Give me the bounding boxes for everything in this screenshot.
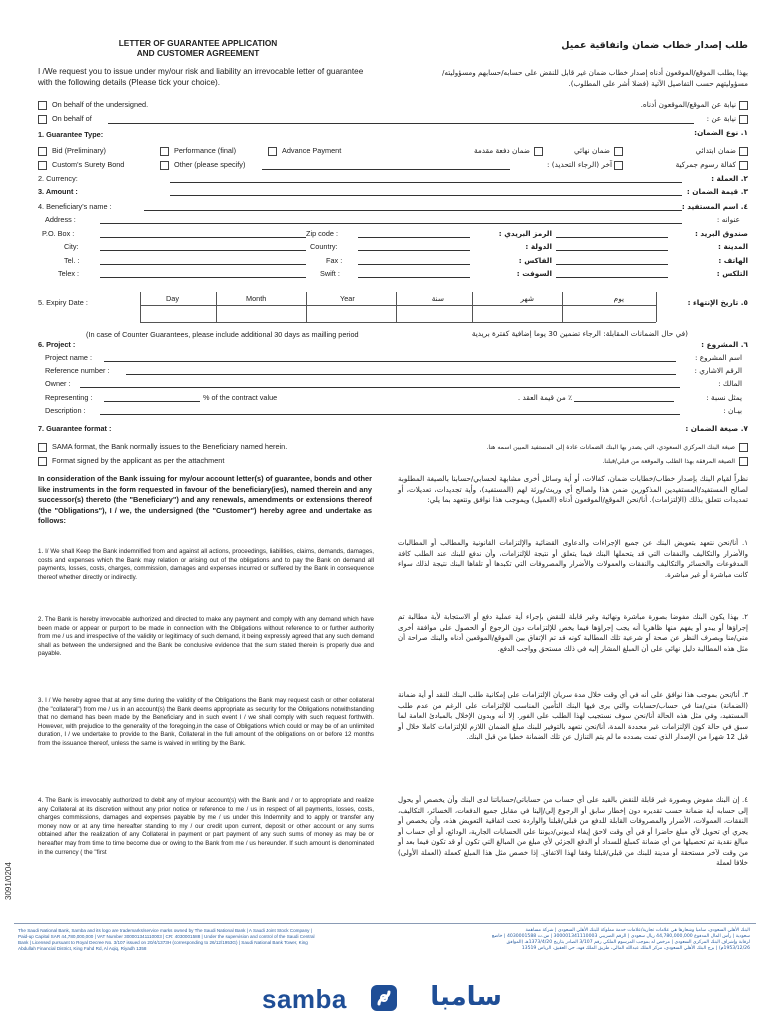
other-label-ar: آخر (الرجاء التحديد) : (547, 160, 612, 169)
address-field[interactable] (100, 223, 682, 224)
samba-emblem-icon (370, 984, 398, 1012)
description-field[interactable] (100, 414, 680, 415)
currency-label-ar: ٢. العملة : (711, 174, 748, 183)
currency-field[interactable] (170, 182, 682, 183)
sama-format-en: SAMA format, the Bank normally issues to the Beneficiary named herein. (52, 442, 288, 451)
final-checkbox-ar[interactable] (614, 147, 623, 156)
zip-label-en: Zip code : (306, 229, 339, 238)
other-specify-field[interactable] (262, 169, 510, 170)
footer-legal-en-3: Bank | Licensed pursuant to Royal Decree No. 3/107 issued on 20/4/1373H (corresponding to 26/12/1953G) | Saudi National Bank Tower, King (18, 940, 308, 945)
agreement-intro-en: In consideration of the Bank issuing for my/our account letter(s) of guarantee, bonds and other like instruments in the form requested in favour of the beneficiary(ies), named therein and any successor(s) thereto (the "Beneficiary") and any renewals, amendments or extensions thereof (the "Obligations"), I / we, the undersigned (the "Customer") hereby agree and undertake as follows: (38, 474, 372, 526)
zip-label-ar: الرمز البريدي : (498, 229, 552, 238)
project-name-label-ar: اسم المشروع : (695, 353, 742, 362)
country-field[interactable] (358, 250, 470, 251)
behalf-undersigned-ar: نيابة عن الموقع/الموقعون أدناه. (640, 100, 736, 109)
intro-en: I /We request you to issue under my/our risk and liability an irrevocable letter of guarantee with the following details (Please tick your choice). (38, 67, 364, 87)
signed-format-checkbox[interactable] (38, 457, 47, 466)
other-checkbox-ar[interactable] (614, 161, 623, 170)
fax-label-en: Fax : (326, 256, 343, 265)
title-en-line-2: AND CUSTOMER AGREEMENT (136, 48, 260, 58)
beneficiary-label-en: 4. Beneficiary's name : (38, 202, 112, 211)
sama-format-ar: صيغة البنك المركزي السعودي، التي يصدر بها البنك الضمانات عادة إلى المستفيد المبين اسمه هنا. (486, 444, 735, 451)
footer-legal-ar-1: البنك الأهلي السعودي، سامبا وشعارها هي علامات تجارية/علامات خدمة مملوكة للبنك الأهلي السعودي | شركة مساهمة (525, 928, 750, 933)
zip-field[interactable] (358, 237, 470, 238)
behalf-of-en: On behalf of (52, 114, 92, 123)
behalf-of-field[interactable] (108, 123, 694, 124)
performance-label-en: Performance (final) (174, 146, 237, 155)
expiry-month-label-ar: شهر (520, 294, 534, 303)
guarantee-type-label-ar: ١. نوع الضمان: (694, 128, 748, 137)
tel-label-en: Tel. : (64, 256, 80, 265)
representing-field[interactable] (104, 401, 200, 402)
agreement-para-1-en: 1. I/ We shall Keep the Bank indemnified from and against all actions, proceedings, liabilities, claims, demands, damages, costs and expenses which the Bank may relation or arising out of the obligations and to pay the Bank on demand all payments, losses, costs, charges, commission, damages and expenses incurred or suffered by the Bank in consequence thereof whether directly or indirectly. (38, 548, 374, 581)
expiry-month-label: Month (246, 294, 267, 303)
project-name-label-en: Project name : (45, 353, 93, 362)
address-label-ar: عنوانه : (716, 215, 740, 224)
fax-field[interactable] (358, 264, 470, 265)
project-name-field[interactable] (104, 361, 676, 362)
representing-pct-ar: ٪ من قيمة العقد . (517, 393, 572, 402)
other-checkbox[interactable] (160, 161, 169, 170)
footer-legal-ar-3: لرقابة وإشراف البنك المركزي السعودي | مرخص له بموجب المرسوم الملكي رقم 3/107 الصادر بتاريخ 1373/4/20هـ (الموافق (506, 940, 750, 945)
footer-legal-en-1: The Saudi National Bank, Samba and its logo are trademarks/service marks owned by The Saudi National Bank | A Saudi Joint Stock Company | (18, 928, 312, 933)
project-label-ar: ٦. المشروع : (701, 340, 748, 349)
expiry-note-ar: (في حال الضمانات المقابلة: الرجاء تضمين 30 يوما إضافية كفترة بريدية (471, 329, 688, 338)
city-label-en: City: (64, 242, 79, 251)
address-label-en: Address : (45, 215, 76, 224)
footer-legal-en-4: Abdullah Financial District, King Fahd Rd, Al Aqiq, Riyadh 1358 (18, 946, 147, 951)
samba-logo-ar: سامبا (430, 982, 502, 1012)
description-label-en: Description : (45, 406, 86, 415)
performance-checkbox[interactable] (160, 147, 169, 156)
agreement-para-3-en: 3. I / We hereby agree that at any time during the validity of the Obligations the Bank may request cash or other collateral (the "collateral") from me / us in an account(s) the Bank deems appropriate as security for the Obligations notwithstanding that no demand has been made by the Beneficiary and in such event I / we shall comply with such request forthwith. However, with prejudice to the generality of the foregoing,in the case of Obligations which could or may be of an unlimited duration, I / we undertake to provide to the Bank, Collateral in the full amount of the obligations on or before 12 months from the issuance thereof, unless the same is waived in writing by the Bank. (38, 697, 374, 747)
representing-label-ar: يمثل نسبة : (706, 393, 742, 402)
agreement-para-3-ar: ٣. أنا/نحن بموجب هذا نوافق على أنه في أي وقت خلال مدة سريان الإلتزامات على إمكانية طلب البنك للنقد أو أية ضمانة (الضمانة) مني/منا في حساب/حسابات والتي يرى فيها البنك التأمين المناسب للإلتزامات على الرغم من عدم طلب المستفيد، وفي مثل هذه الحالة أنا/نحن سوف نستجيب لهذا الطلب على الفور. إلا أنه وبدون الإخلال بالمبادئ العامة لما سبق في حالة كون الإلتزامات غير محددة المدة، أنا/نحن نتعهد بالتوفير للبنك مبلغ الضمان اللازم للإلتزامات كاملا خلال أو قبل 12 شهرا من الإصدار الذي تمت بصدده ما لم يتم التنازل عن تلك الضمانة خطيا من قبل البنك. (398, 691, 748, 741)
agreement-para-2-ar: ٢. بهذا يكون البنك مفوضا بصورة مباشرة ونهائية وغير قابلة للنقض بإجراء أية عملية دفع أو الاستجابة لأية مطالبة تم إجراؤها أو يبدو أو يفهم منها ظاهريا أنه يجب إجراؤها فيما يخص للإلتزامات دون الرجوع أو الحصول على موافقة أخرى مني/منا وبصرف النظر عن صحة أو شرعية تلك المطالبة كونه قد تم الإتفاق بين الموقع/الموقعين أدناه والبنك صراحة أن مثل هذه المطالبة دليل نهائي على أن المبلغ المشار إليه في ذلك مستحق وواجب الدفع. (398, 613, 748, 653)
signed-format-ar: الصيغة المرفقة بهذا الطلب والموقعة من قبلي/قبلنا. (602, 458, 735, 465)
amount-field[interactable] (170, 195, 682, 196)
footer-legal-ar-2: سعودية | رأس المال المدفوع 44,780,000,000 ريال سعودي | الرقم الضريبي 300001341110003 | س.ت 4030001588 | خاضع (491, 934, 750, 939)
swift-label-ar: السوفت : (516, 269, 552, 278)
signed-format-checkbox-ar[interactable] (739, 457, 748, 466)
tel-field[interactable] (100, 264, 306, 265)
bid-label-en: Bid (Preliminary) (52, 146, 106, 155)
behalf-of-checkbox-ar[interactable] (739, 115, 748, 124)
city-field[interactable] (100, 250, 306, 251)
beneficiary-field[interactable] (144, 210, 682, 211)
pobox-field-ar[interactable] (556, 237, 668, 238)
telex-field-ar[interactable] (556, 277, 668, 278)
representing-pct-en: % of the contract value (203, 393, 278, 402)
behalf-undersigned-checkbox[interactable] (38, 101, 47, 110)
amount-label-en: 3. Amount : (38, 187, 78, 196)
bid-checkbox[interactable] (38, 147, 47, 156)
signed-format-en: Format signed by the applicant as per the attachment (52, 456, 225, 465)
fax-label-ar: الفاكس : (518, 256, 552, 265)
customs-checkbox[interactable] (38, 161, 47, 170)
expiry-label-en: 5. Expiry Date : (38, 298, 88, 307)
format-label-en: 7. Guarantee format : (38, 424, 112, 433)
sama-format-checkbox-ar[interactable] (739, 443, 748, 452)
expiry-year-label: Year (340, 294, 355, 303)
behalf-of-ar: نيابة عن : (706, 114, 736, 123)
city-field-ar[interactable] (556, 250, 668, 251)
guarantee-type-label-en: 1. Guarantee Type: (38, 130, 104, 139)
swift-label-en: Swift : (320, 269, 340, 278)
samba-logo-en: samba (262, 984, 347, 1014)
sama-format-checkbox[interactable] (38, 443, 47, 452)
country-label-ar: الدولة : (525, 242, 552, 251)
tel-label-ar: الهاتف : (718, 256, 748, 265)
bid-label-ar: ضمان ابتدائي (695, 146, 736, 155)
footer-legal-en-2: Paid-up Capital SAR 44,780,000,000 | VAT Number 300001341110003 | CR: 4030001588 | Under the supervision and control of the Saudi Central (18, 934, 315, 939)
behalf-undersigned-en: On behalf of the undersigned. (52, 100, 149, 109)
customs-checkbox-ar[interactable] (739, 161, 748, 170)
owner-field[interactable] (80, 387, 680, 388)
reference-label-ar: الرقم الاشاري : (694, 366, 742, 375)
footer-legal-ar-4: 1953/12/26م) | برج البنك الأهلي السعودي، مركز الملك عبدالله المالي، طريق الملك فهد، حي العقيق، الرياض 13519 (521, 946, 750, 951)
owner-label-ar: المالك : (718, 379, 742, 388)
agreement-intro-ar: نظراً لقيام البنك بإصدار خطاب/خطابات ضمان، كفالات، أو أية وسائل أخرى مشابهة لحسابي/حسابنا بالصيغة المطلوبة لصالح المستفيد/المستفيدين المذكورين ضمن هذا ولصالح أي وريث/ورثة لهم (المستفيد)، وأية تجديدات، تعديلات، أو تمديدات تتعلق بذلك (الإلتزامات). أنا/نحن الموقع/الموقعون أدناه (العميل) ويموجب هذا نوافق ونتعهد بما يلي: (398, 474, 748, 505)
other-label-en: Other (please specify) (174, 160, 246, 169)
footer-divider (14, 923, 756, 924)
agreement-para-1-ar: ١. أنا/نحن نتعهد بتعويض البنك عن جميع الإجراءات والدعاوى القضائية والإلتزامات القانونية والمطالب أو المطالبات والأضرار والتكاليف والنفقات التي قد يتحملها البنك فيما يتعلق أو نتيجة للإلتزامات، وأن ندفع للبنك عند الطلب كافة المدفوعات والخسائر والتكاليف والنفقات والعمولات والأضرار والمصروفات التي تكبدها أو تلقاها البنك نتيجة لذلك سواء كانت مباشرة أو غير مباشرة. (398, 539, 748, 579)
format-label-ar: ٧. صيغة الضمان : (685, 424, 748, 433)
representing-field-ar[interactable] (574, 401, 674, 402)
representing-label-en: Representing : (45, 393, 93, 402)
advance-checkbox-ar[interactable] (534, 147, 543, 156)
behalf-of-checkbox[interactable] (38, 115, 47, 124)
agreement-para-4-ar: ٤. إن البنك مفوض وبصورة غير قابلة للنقض بالقيد على أي حساب من حساباتي/حساباتنا لدى البنك وأن يخصص أو يحول إلى حسابه أية ضمانة حسب تقديره دون إخطار سابق أو الرجوع إلي/إلينا في مقابل جميع الدفعات، الخسائر، التكاليف، النفقات، العمولات، الأضرار والمصروفات القابلة للدفع من قبلي/قبلنا والواردة تحت اتفاقية التعويض هذه، وأن يخصص أو يجري أي تحويل لأي مبلغ حاضرا أو في أي وقت لاحق إيفاء لديوني/ديوننا على الحسابات الجارية، الودائع، أو أي حساب أو مبالغ نقدية تم تحصيلها من أي ضمانة كمبلغ للسداد أو الدفع الجزئي لأي مبلغ من المبالغ التي تكون أو قد تكون فيما بعد أو من وقت لآخر مستحقة أو مدينة للبنك من قبلي/قبلنا وفقا لهذا الاتفاق. إذا خصص مثل هذا المبلغ كعملة (العملة الأولى) خلافا لعملة (398, 796, 748, 867)
city-label-ar: المدينة : (718, 242, 748, 251)
description-label-ar: بيـان : (723, 406, 742, 415)
intro-ar: بهذا يطلب الموقع/الموقعون أدناه إصدار خطاب ضمان غير قابل للنقض على حسابه/حسابهم ومسؤوليته/مسؤوليتهم حسب التفاصيل الآتية (فضلا أشر على المطلوب). (441, 68, 748, 88)
pobox-label-en: P.O. Box : (42, 229, 75, 238)
agreement-para-4-en: 4. The Bank is irrevocably authorized to debit any of my/our account(s) with the Bank and / or to appropriate and realize any Collateral at its discretion without any prior notice or reference to me / us in respect of all payments, losses, costs, charges commissions, damages and expenses payable by me / us under this Indemnity and to apply or transfer any money now or at any time hereafter standing to my / our credit upon current, deposit or other account or any sums obtained after the realization of any Collateral in payment or part payment of any such sums of money as may be or hereafter may from time to time become due or owing to the Bank from me / us hereunder. If such amount is denominated in the currency ( the "first (38, 797, 374, 856)
bid-checkbox-ar[interactable] (739, 147, 748, 156)
agreement-para-2-en: 2. The Bank is hereby irrevocable authorized and directed to make any payment and comply with any demand which have been made or appear or purport to be made in connection with the Obligations without reference to or further authority from me / us and irrespective of the validity or legitimacy of such demand, it being expressly agreed that any such demand shall as between the undersigned and the Bank be conclusive evidence that the sum stated therein is properly due and payable. (38, 616, 374, 658)
expiry-day-label-ar: يوم (613, 294, 624, 303)
customs-label-en: Custom's Surety Bond (52, 160, 125, 169)
country-label-en: Country: (310, 242, 338, 251)
telex-label-en: Telex : (58, 269, 80, 278)
telex-label-ar: التلكس : (716, 269, 748, 278)
customs-label-ar: كفالة رسوم جمركية (675, 160, 736, 169)
title-en-line-1: LETTER OF GUARANTEE APPLICATION (118, 38, 278, 48)
reference-label-en: Reference number : (45, 366, 110, 375)
expiry-year-label-ar: سنة (431, 294, 444, 303)
project-label-en: 6. Project : (38, 340, 76, 349)
advance-checkbox[interactable] (268, 147, 277, 156)
pobox-label-ar: صندوق البريد : (694, 229, 748, 238)
final-label-ar: ضمان نهائي (573, 146, 610, 155)
currency-label-en: 2. Currency: (38, 174, 78, 183)
tel-field-ar[interactable] (556, 264, 668, 265)
pobox-field[interactable] (100, 237, 306, 238)
behalf-undersigned-checkbox-ar[interactable] (739, 101, 748, 110)
expiry-day-label: Day (166, 294, 179, 303)
title-ar: طلب إصدار خطاب ضمان واتفاقية عميل (561, 40, 748, 51)
expiry-label-ar: ٥. تاريخ الإنتهاء : (687, 298, 748, 307)
expiry-note-en: (In case of Counter Guarantees, please include additional 30 days as mailling period (86, 330, 359, 339)
form-code: 3091/0204 (4, 862, 13, 900)
beneficiary-label-ar: ٤. اسم المستفيد : (681, 202, 748, 211)
swift-field[interactable] (358, 277, 470, 278)
advance-label-en: Advance Payment (282, 146, 342, 155)
advance-label-ar: ضمان دفعة مقدمة (473, 146, 530, 155)
reference-field[interactable] (126, 374, 676, 375)
owner-label-en: Owner : (45, 379, 71, 388)
amount-label-ar: ٣. قيمة الضمان : (686, 187, 748, 196)
telex-field[interactable] (100, 277, 306, 278)
